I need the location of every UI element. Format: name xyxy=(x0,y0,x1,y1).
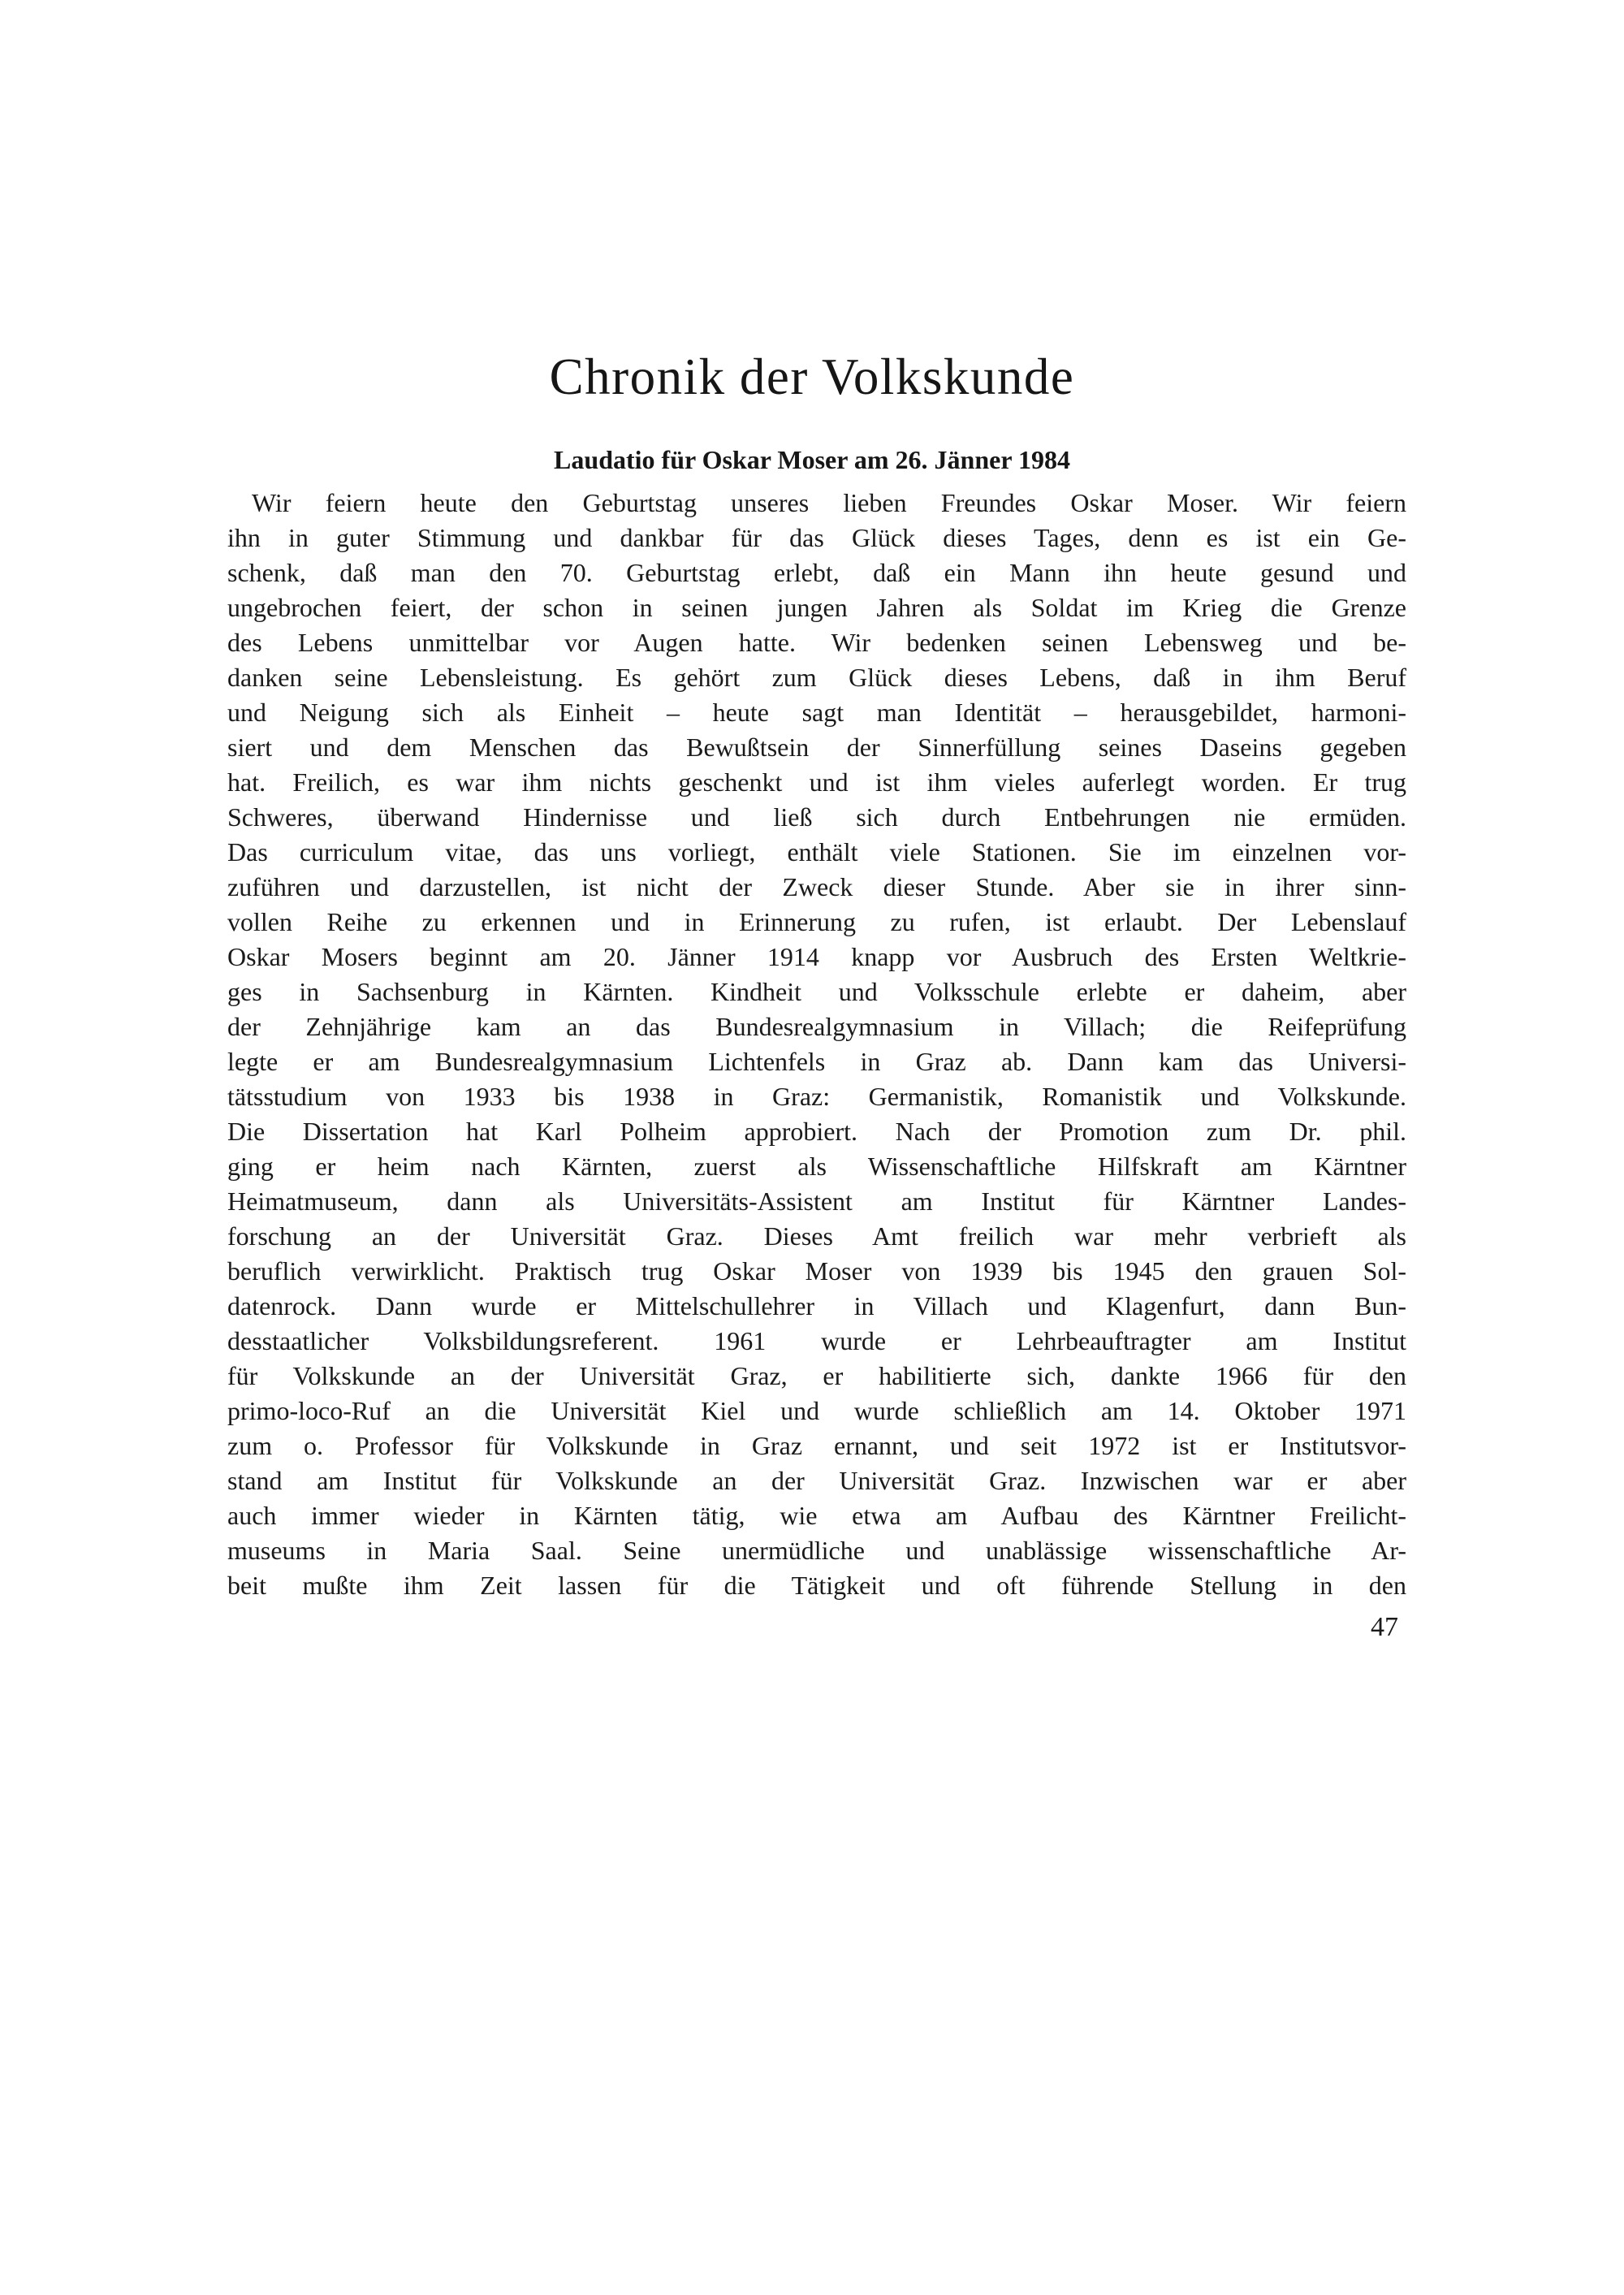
text-line: desstaatlicher Volksbildungsreferent. 1961 wurde er Lehrbeauftragter am Institut xyxy=(227,1326,1406,1355)
text-line: und Neigung sich als Einheit – heute sagt man Identität – herausgebildet, harmoni- xyxy=(227,698,1406,727)
text-line: stand am Institut für Volkskunde an der Universität Graz. Inzwischen war er aber xyxy=(227,1466,1406,1495)
section-heading: Laudatio für Oskar Moser am 26. Jänner 1984 xyxy=(554,445,1070,474)
text-line: museums in Maria Saal. Seine unermüdliche und unablässige wissenschaftliche Ar- xyxy=(227,1536,1406,1565)
text-line: Die Dissertation hat Karl Polheim approbiert. Nach der Promotion zum Dr. phil. xyxy=(227,1117,1406,1146)
text-line: Das curriculum vitae, das uns vorliegt, enthält viele Stationen. Sie im einzelnen vor- xyxy=(227,837,1406,867)
text-line: ging er heim nach Kärnten, zuerst als Wissenschaftliche Hilfskraft am Kärntner xyxy=(227,1152,1406,1181)
text-line: beruflich verwirklicht. Praktisch trug Oskar Moser von 1939 bis 1945 den grauen Sol- xyxy=(227,1256,1406,1286)
text-line: siert und dem Menschen das Bewußtsein der Sinnerfüllung seines Daseins gegeben xyxy=(227,733,1406,762)
text-line: beit mußte ihm Zeit lassen für die Tätigkeit und oft führende Stellung in den xyxy=(227,1571,1406,1600)
text-line: vollen Reihe zu erkennen und in Erinnerung zu rufen, ist erlaubt. Der Lebenslauf xyxy=(227,907,1406,936)
text-line: für Volkskunde an der Universität Graz, er habilitierte sich, dankte 1966 für den xyxy=(227,1361,1406,1390)
text-line: auch immer wieder in Kärnten tätig, wie etwa am Aufbau des Kärntner Freilicht- xyxy=(227,1501,1406,1530)
page-number: 47 xyxy=(1371,1612,1398,1642)
text-line: Heimatmuseum, dann als Universitäts-Assistent am Institut für Kärntner Landes- xyxy=(227,1186,1406,1216)
text-line: tätsstudium von 1933 bis 1938 in Graz: Germanistik, Romanistik und Volkskunde. xyxy=(227,1082,1406,1111)
text-line: zum o. Professor für Volkskunde in Graz ernannt, und seit 1972 ist er Institutsvor- xyxy=(227,1431,1406,1460)
text-line: forschung an der Universität Graz. Dieses Amt freilich war mehr verbrieft als xyxy=(227,1221,1406,1251)
text-line: ungebrochen feiert, der schon in seinen jungen Jahren als Soldat im Krieg die Grenze xyxy=(227,593,1406,622)
text-line: des Lebens unmittelbar vor Augen hatte. Wir bedenken seinen Lebensweg und be- xyxy=(227,628,1406,657)
text-line: der Zehnjährige kam an das Bundesrealgymnasium in Villach; die Reifeprüfung xyxy=(227,1012,1406,1041)
text-line: ges in Sachsenburg in Kärnten. Kindheit und Volksschule erlebte er daheim, aber xyxy=(227,977,1406,1006)
text-line: primo-loco-Ruf an die Universität Kiel und wurde schließlich am 14. Oktober 1971 xyxy=(227,1396,1406,1425)
text-line: hat. Freilich, es war ihm nichts geschenkt und ist ihm vieles auferlegt worden. Er trug xyxy=(227,767,1406,797)
text-line: schenk, daß man den 70. Geburtstag erlebt, daß ein Mann ihn heute gesund und xyxy=(227,558,1406,587)
text-line: legte er am Bundesrealgymnasium Lichtenfels in Graz ab. Dann kam das Universi- xyxy=(227,1047,1406,1076)
text-line: Oskar Mosers beginnt am 20. Jänner 1914 knapp vor Ausbruch des Ersten Weltkrie- xyxy=(227,942,1406,971)
text-line: danken seine Lebensleistung. Es gehört zum Glück dieses Lebens, daß in ihm Beruf xyxy=(227,663,1406,692)
text-line: Schweres, überwand Hindernisse und ließ sich durch Entbehrungen nie ermüden. xyxy=(227,802,1406,832)
page-title: Chronik der Volkskunde xyxy=(549,348,1075,405)
text-line: datenrock. Dann wurde er Mittelschullehrer in Villach und Klagenfurt, dann Bun- xyxy=(227,1291,1406,1320)
text-line: zuführen und darzustellen, ist nicht der Zweck dieser Stunde. Aber sie in ihrer sinn- xyxy=(227,872,1406,901)
text-line: ihn in guter Stimmung und dankbar für das Glück dieses Tages, denn es ist ein Ge- xyxy=(227,523,1406,552)
text-line: Wir feiern heute den Geburtstag unseres lieben Freundes Oskar Moser. Wir feiern xyxy=(252,488,1406,517)
body-text xyxy=(227,486,1406,1603)
